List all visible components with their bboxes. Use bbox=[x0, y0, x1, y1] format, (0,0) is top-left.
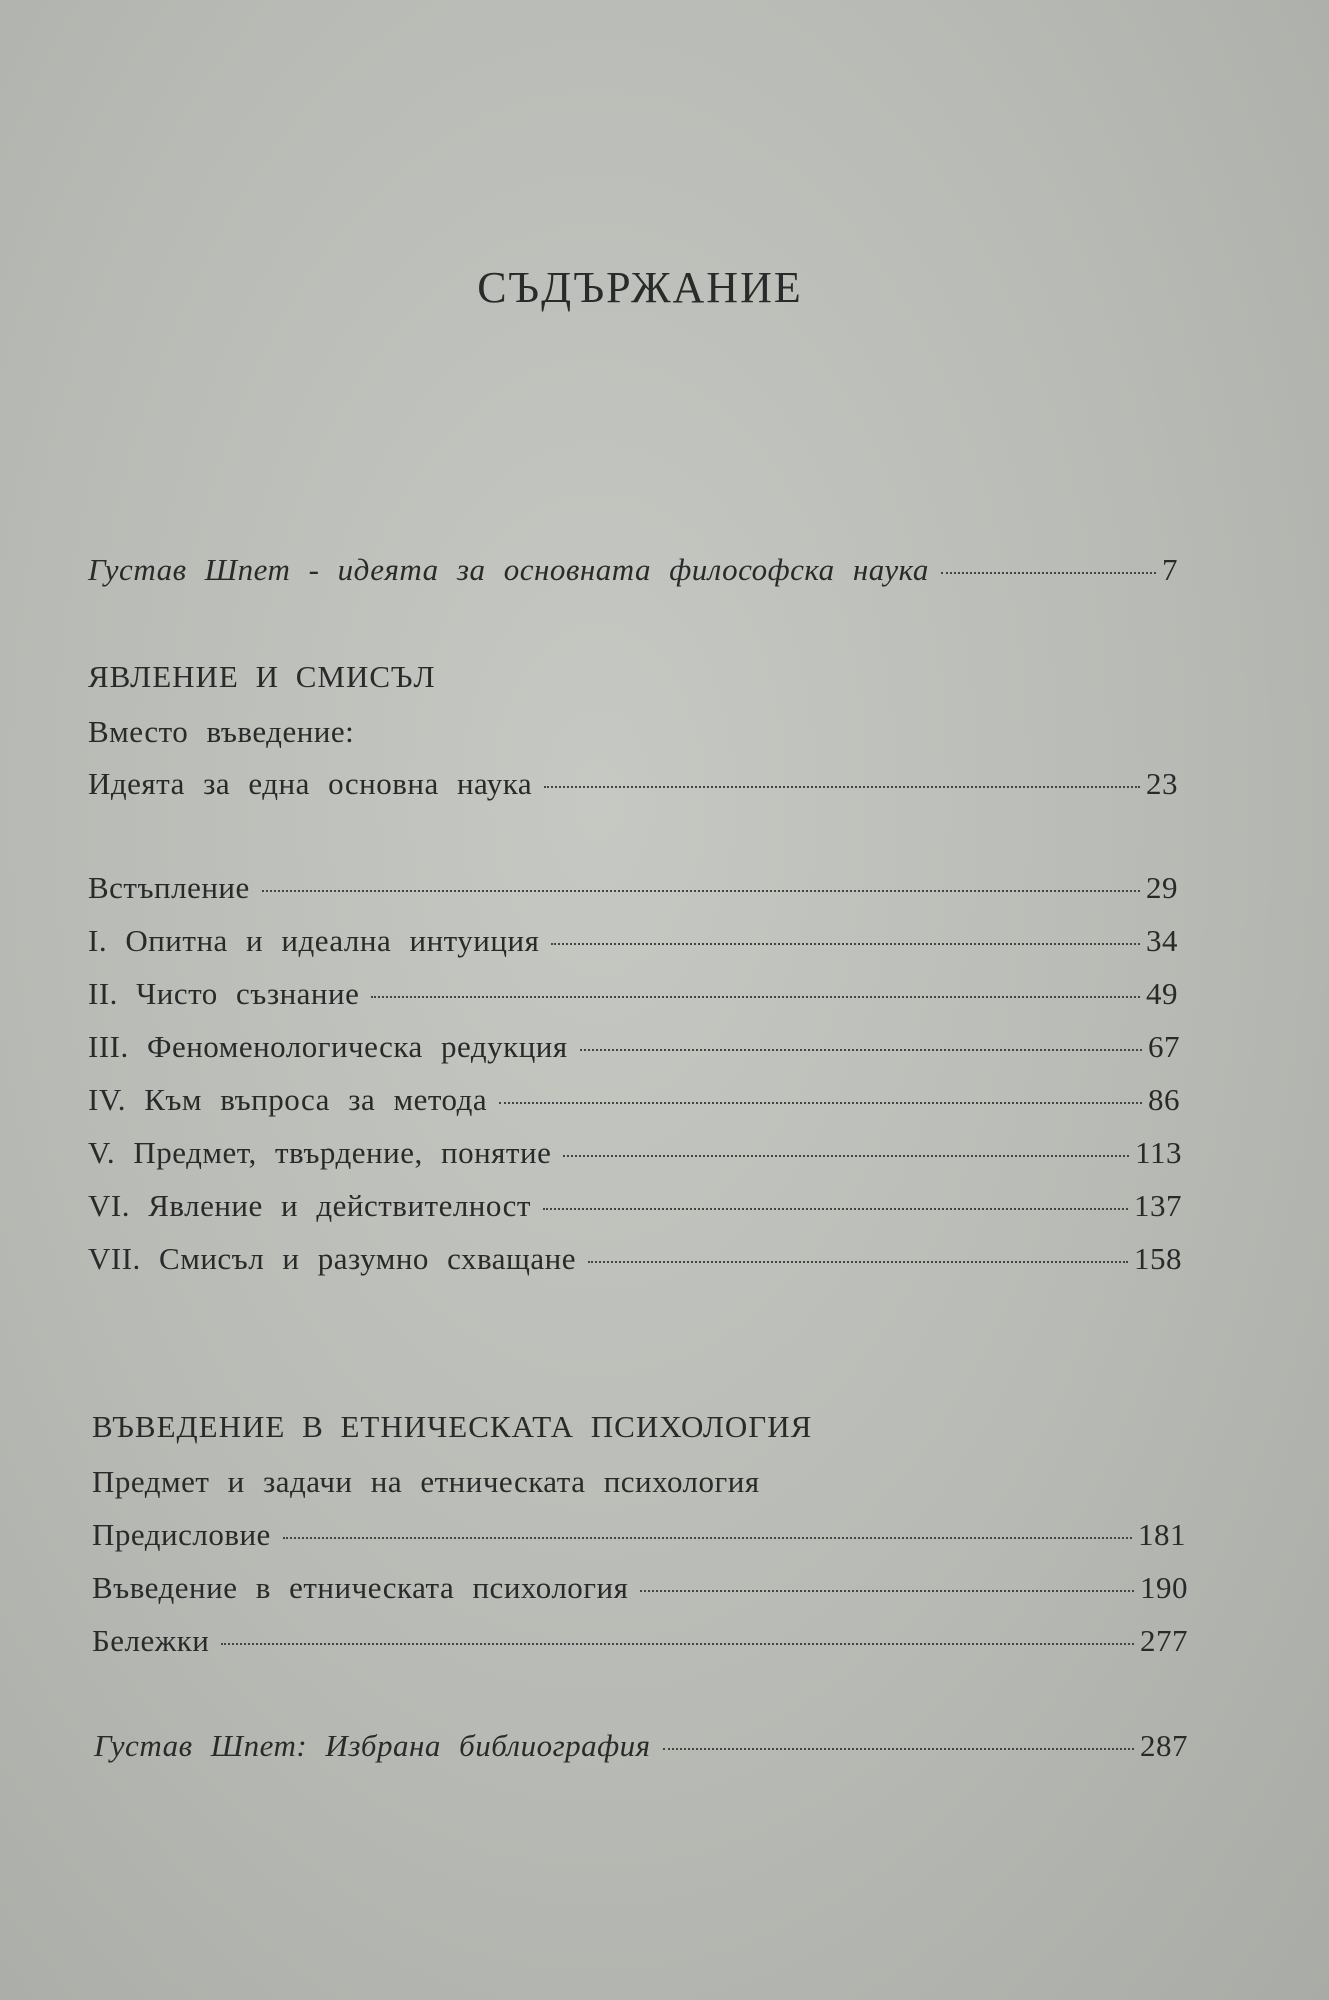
toc-entry-label: IV. Към въпроса за метода bbox=[88, 1082, 488, 1117]
toc-entry-page: 49 bbox=[1146, 976, 1178, 1011]
toc-entry-label: I. Опитна и идеална интуиция bbox=[88, 923, 540, 958]
dot-leader bbox=[283, 1536, 1132, 1539]
toc-entry-page: 277 bbox=[1140, 1623, 1188, 1658]
toc-entry bbox=[88, 1186, 1182, 1226]
toc-entry-label: Предисловие bbox=[92, 1517, 271, 1552]
dot-leader bbox=[221, 1642, 1134, 1645]
dot-leader bbox=[371, 995, 1140, 998]
toc-entry bbox=[88, 1080, 1180, 1120]
toc-entry-intro bbox=[88, 550, 1178, 590]
toc-entry-label: V. Предмет, твърдение, понятие bbox=[88, 1135, 552, 1170]
toc-entry-page: 34 bbox=[1146, 923, 1178, 958]
toc-entry-label: Густав Шпет - идеята за основната философска наука bbox=[88, 552, 929, 587]
toc-entry bbox=[92, 1568, 1188, 1608]
dot-leader bbox=[551, 942, 1140, 945]
toc-entry-label: Густав Шпет: Избрана библиография bbox=[94, 1728, 651, 1763]
dot-leader bbox=[543, 1207, 1128, 1210]
toc-entry-page: 29 bbox=[1146, 870, 1178, 905]
dot-leader bbox=[941, 571, 1156, 574]
toc-entry-page: 113 bbox=[1135, 1135, 1182, 1170]
toc-entry-label: Бележки bbox=[92, 1623, 210, 1658]
dot-leader bbox=[262, 889, 1140, 892]
dot-leader bbox=[544, 785, 1140, 788]
dot-leader bbox=[663, 1747, 1134, 1750]
dot-leader bbox=[499, 1101, 1142, 1104]
toc-entry-page: 7 bbox=[1162, 552, 1178, 587]
toc-entry-label: Встъпление bbox=[88, 870, 250, 905]
toc-entry-page: 181 bbox=[1138, 1517, 1186, 1552]
toc-entry-page: 158 bbox=[1134, 1241, 1182, 1276]
toc-entry bbox=[88, 764, 1178, 804]
toc-entry bbox=[88, 974, 1178, 1014]
toc-entry-label: Въведение в етническата психология bbox=[92, 1570, 629, 1605]
toc-entry-page: 137 bbox=[1134, 1188, 1182, 1223]
toc-entry-page: 67 bbox=[1148, 1029, 1180, 1064]
toc-entry-label: Идеята за една основна наука bbox=[88, 766, 533, 801]
toc-entry-page: 86 bbox=[1148, 1082, 1180, 1117]
page-title: СЪДЪРЖАНИЕ bbox=[477, 263, 803, 312]
toc-entry-label: VII. Смисъл и разумно схващане bbox=[88, 1241, 576, 1276]
toc-entry-label: VI. Явление и действителност bbox=[88, 1188, 531, 1223]
toc-entry-bibliography bbox=[94, 1726, 1188, 1766]
part-subheading: Предмет и задачи на етническата психология bbox=[92, 1464, 760, 1499]
toc-entry bbox=[92, 1621, 1188, 1661]
toc-entry-page: 287 bbox=[1140, 1728, 1188, 1763]
dot-leader bbox=[588, 1260, 1128, 1263]
toc-entry bbox=[88, 1027, 1180, 1067]
toc-entry bbox=[88, 1239, 1182, 1279]
toc-entry-label: II. Чисто съзнание bbox=[88, 976, 360, 1011]
dot-leader bbox=[563, 1154, 1129, 1157]
part-heading: ЯВЛЕНИЕ И СМИСЪЛ bbox=[88, 659, 436, 694]
toc-entry-page: 23 bbox=[1146, 766, 1178, 801]
dot-leader bbox=[580, 1048, 1142, 1051]
toc-entry-page: 190 bbox=[1140, 1570, 1188, 1605]
toc-entry-label: III. Феноменологическа редукция bbox=[88, 1029, 568, 1064]
toc-entry bbox=[88, 921, 1178, 961]
toc-entry bbox=[88, 868, 1178, 908]
toc-entry bbox=[92, 1515, 1186, 1555]
part-heading: ВЪВЕДЕНИЕ В ЕТНИЧЕСКАТА ПСИХОЛОГИЯ bbox=[92, 1409, 813, 1444]
dot-leader bbox=[640, 1589, 1134, 1592]
toc-entry bbox=[88, 1133, 1182, 1173]
part-subheading: Вместо въведение: bbox=[88, 714, 355, 749]
